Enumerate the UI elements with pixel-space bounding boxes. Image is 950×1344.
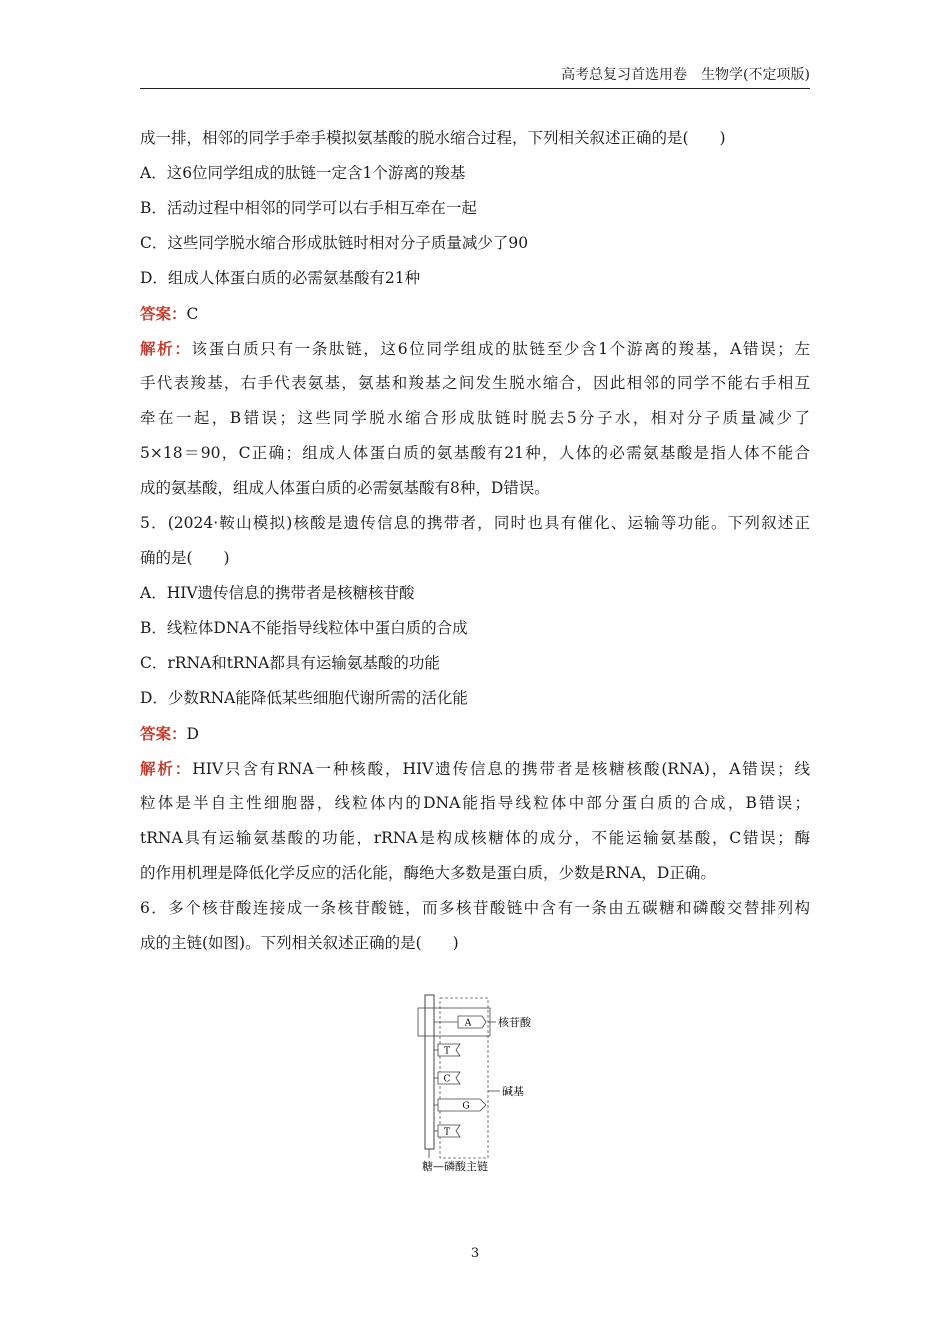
header-book-title: 高考总复习首选用卷: [561, 67, 688, 83]
q4-analysis-line: 牵在一起，B错误；这些同学脱水缩合形成肽链时脱去5分子水，相对分子质量减少了: [140, 409, 810, 427]
q5-analysis-line: [140, 751, 810, 786]
q4-option-b: B．活动过程中相邻的同学可以右手相互牵在一起: [140, 199, 477, 217]
q4-analysis-text-1: 该蛋白质只有一条肽链，这6位同学组成的肽链至少含1个游离的羧基，A错误；左: [191, 340, 810, 358]
nucleotide-chain-diagram: [400, 990, 560, 1180]
q5-option-a: A．HIV遗传信息的携带者是核糖核苷酸: [140, 584, 415, 602]
q5-answer-value: D: [186, 725, 199, 743]
header-subject: 生物学(不定项版): [701, 67, 810, 83]
nucleotide-chain-figure: [400, 990, 560, 1180]
q5-option-b: B．线粒体DNA不能指导线粒体中蛋白质的合成: [140, 619, 468, 637]
label-nucleotide: 核苷酸: [498, 1016, 531, 1029]
backbone-bar: [425, 995, 434, 1149]
page-content: [140, 121, 810, 961]
q5-analysis-line: 粒体是半自主性细胞器，线粒体内的DNA能指导线粒体中部分蛋白质的合成，B错误；: [140, 794, 810, 812]
q5-analysis-line: tRNA具有运输氨基酸的功能，rRNA是构成核糖体的成分，不能运输氨基酸，C错误；酶: [140, 829, 810, 847]
q4-answer-label: 答案：: [140, 304, 187, 323]
q4-analysis-line: 手代表羧基，右手代表氨基，氨基和羧基之间发生脱水缩合，因此相邻的同学不能右手相互: [140, 374, 810, 392]
q5-option-c: C．rRNA和tRNA都具有运输氨基酸的功能: [140, 654, 440, 672]
q4-analysis-line: 成的氨基酸，组成人体蛋白质的必需氨基酸有8种，D错误。: [140, 479, 550, 497]
q5-answer: [140, 716, 810, 751]
q5-stem: 5．(2024·鞍山模拟)核酸是遗传信息的携带者，同时也具有催化、运输等功能。下列叙述正: [140, 514, 810, 532]
q4-analysis-line: 5×18＝90，C正确；组成人体蛋白质的氨基酸有21种，人体的必需氨基酸是指人体不能合: [140, 444, 810, 462]
q4-analysis-line: [140, 331, 810, 366]
q5-analysis-line: 的作用机理是降低化学反应的活化能，酶绝大多数是蛋白质，少数是RNA，D正确。: [140, 864, 716, 882]
q4-stem: 成一排，相邻的同学手牵手模拟氨基酸的脱水缩合过程，下列相关叙述正确的是( ): [140, 129, 726, 147]
q4-option-a: A．这6位同学组成的肽链一定含1个游离的羧基: [140, 164, 466, 182]
q5-analysis-label: 解析：: [140, 759, 193, 778]
base-t2-label: T: [443, 1127, 451, 1138]
label-backbone: 糖—磷酸主链: [422, 1160, 488, 1173]
q5-analysis-text-1: HIV只含有RNA一种核酸，HIV遗传信息的携带者是核糖核酸(RNA)，A错误；线: [192, 760, 810, 778]
q6-stem: 成的主链(如图)。下列相关叙述正确的是( ): [140, 934, 459, 952]
base-a-shape: [458, 1016, 486, 1028]
base-t1-label: T: [443, 1046, 451, 1057]
q4-answer: [140, 296, 810, 331]
page-header: [140, 62, 810, 89]
base-g-label: G: [462, 1101, 470, 1112]
q6-stem: 6．多个核苷酸连接成一条核苷酸链，而多核苷酸链中含有一条由五碳糖和磷酸交替排列构: [140, 899, 810, 917]
q4-answer-value: C: [186, 305, 199, 323]
base-a-label: A: [464, 1018, 472, 1029]
q4-option-c: C．这些同学脱水缩合形成肽链时相对分子质量减少了90: [140, 234, 529, 252]
page-number: 3: [470, 1246, 480, 1261]
label-base: 碱基: [502, 1085, 524, 1098]
base-c-label: C: [443, 1074, 451, 1085]
q4-analysis-label: 解析：: [140, 339, 192, 358]
q4-option-d: D．组成人体蛋白质的必需氨基酸有21种: [140, 269, 421, 287]
q5-option-d: D．少数RNA能降低某些细胞代谢所需的活化能: [140, 689, 468, 707]
q5-stem: 确的是( ): [140, 549, 230, 567]
q5-answer-label: 答案：: [140, 724, 187, 743]
